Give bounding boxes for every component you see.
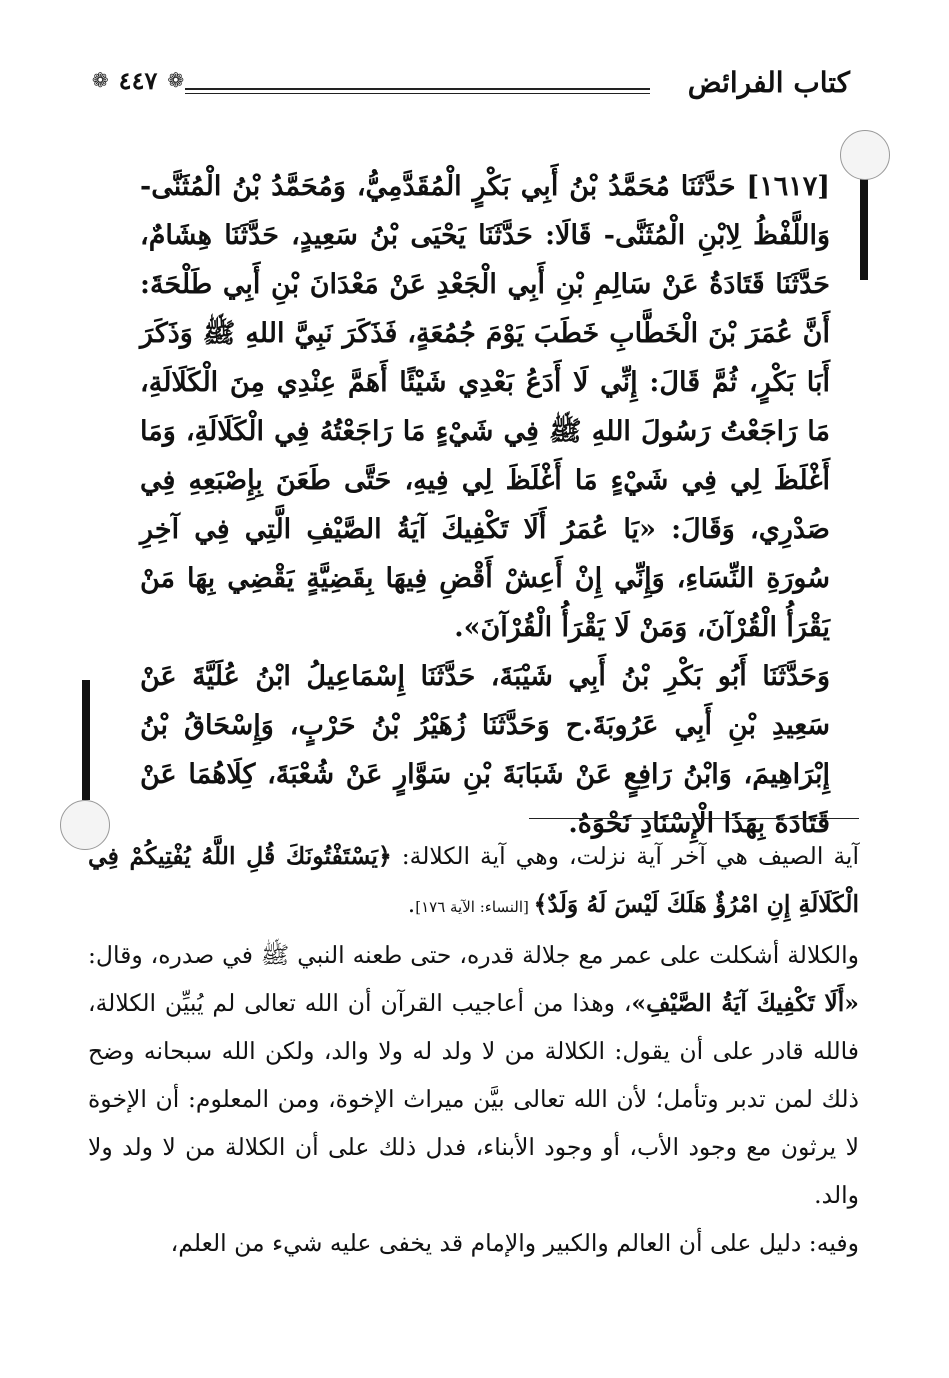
commentary-paragraph: وفيه: دليل على أن العالم والكبير والإمام قد يخفى عليه شيء من العلم، <box>170 1229 859 1257</box>
commentary-text: . <box>407 890 416 918</box>
commentary-text: آية الصيف هي آخر آية نزلت، وهي آية الكلالة: <box>391 842 859 870</box>
verse-reference: [النساء: الآية ١٧٦] <box>415 898 534 916</box>
frame-left-bar <box>82 680 98 800</box>
commentary-text: والكلالة أشكلت على عمر مع جلالة قدره، حتى طعنه النبي ﷺ في صدره، وقال: <box>88 941 859 969</box>
book-title: كتاب الفرائض <box>687 66 850 99</box>
page-number: ٤٤٧ <box>118 65 158 95</box>
commentary-paragraph <box>88 931 859 1219</box>
commentary-text: ، وهذا من أعاجيب القرآن أن الله تعالى لم يُبيِّن الكلالة، فالله قادر على أن يقول: الكلالة من لا ولد له ولا والد، ولكن الله سبحانه وضح ذلك لمن تدبر وتأمل؛ لأن الله تعالى بيَّن ميراث الإخوة، ومن المعلوم: أن الإخوة لا يرثون مع وجود الأب، أو وجود الأبناء، فدل ذلك على أن الكلالة من لا ولد ولا والد. <box>88 989 859 1209</box>
page-header <box>90 58 850 108</box>
ornament-left-icon: ❁ <box>167 68 185 92</box>
hadith-paragraph: [١٦١٧] حَدَّثَنَا مُحَمَّدُ بْنُ أَبِي بَكْرٍ الْمُقَدَّمِيُّ، وَمُحَمَّدُ بْنُ الْمُثَنَّى- وَاللَّفْظُ لِابْنِ الْمُثَنَّى- قَالَا: حَدَّثَنَا يَحْيَى بْنُ سَعِيدٍ، حَدَّثَنَا هِشَامٌ، حَدَّثَنَا قَتَادَةُ عَنْ سَالِمِ بْنِ أَبِي الْجَعْدِ عَنْ مَعْدَانَ بْنِ أَبِي طَلْحَةَ: أَنَّ عُمَرَ بْنَ الْخَطَّابِ خَطَبَ يَوْمَ جُمُعَةٍ، فَذَكَرَ نَبِيَّ اللهِ ﷺ وَذَكَرَ أَبَا بَكْرٍ، ثُمَّ قَالَ: إِنِّي لَا أَدَعُ بَعْدِي شَيْئًا أَهَمَّ عِنْدِي مِنَ الْكَلَالَةِ، مَا رَاجَعْتُ رَسُولَ اللهِ ﷺ فِي شَيْءٍ مَا رَاجَعْتُهُ فِي الْكَلَالَةِ، وَمَا أَغْلَظَ لِي فِي شَيْءٍ مَا أَغْلَظَ لِي فِيهِ، حَتَّى طَعَنَ بِإِصْبَعِهِ فِي صَدْرِي، وَقَالَ: «يَا عُمَرُ أَلَا تَكْفِيكَ آيَةُ الصَّيْفِ الَّتِي فِي آخِرِ سُورَةِ النِّسَاءِ، وَإِنِّي إِنْ أَعِشْ أَقْضِ فِيهَا بِقَضِيَّةٍ يَقْضِي بِهَا مَنْ يَقْرَأُ الْقُرْآنَ، وَمَنْ لَا يَقْرَأُ الْقُرْآنَ». <box>140 171 830 643</box>
hadith-paragraph: وَحَدَّثَنَا أَبُو بَكْرِ بْنُ أَبِي شَيْبَةَ، حَدَّثَنَا إِسْمَاعِيلُ ابْنُ عُلَيَّةَ عَنْ سَعِيدِ بْنِ أَبِي عَرُوبَةَ.ح وَحَدَّثَنَا زُهَيْرُ بْنُ حَرْبٍ، وَإِسْحَاقُ بْنُ إِبْرَاهِيمَ، وَابْنُ رَافِعٍ عَنْ شَبَابَةَ بْنِ سَوَّارٍ عَنْ شُعْبَةَ، كِلَاهُمَا عَنْ قَتَادَةَ بِهَذَا الْإِسْنَادِ نَحْوَهُ. <box>140 661 830 839</box>
hadith-frame <box>90 140 860 839</box>
ornament-right-icon: ❁ <box>91 68 109 92</box>
hadith-text <box>140 162 830 848</box>
commentary <box>88 832 859 1267</box>
corner-ornament-icon <box>840 130 890 180</box>
page-number-box <box>90 58 186 102</box>
header-rule <box>185 88 650 94</box>
quran-verse: ﴿يَسْتَفْتُونَكَ قُلِ اللَّهُ يُفْتِيكُمْ فِي الْكَلَالَةِ إِنِ امْرُؤٌ هَلَكَ لَيْسَ لَهُ وَلَدٌ﴾ <box>88 842 859 918</box>
hadith-quote: «أَلَا تَكْفِيكَ آيَةُ الصَّيْفِ» <box>631 989 859 1017</box>
commentary-paragraph <box>88 832 859 931</box>
section-divider <box>529 818 859 819</box>
